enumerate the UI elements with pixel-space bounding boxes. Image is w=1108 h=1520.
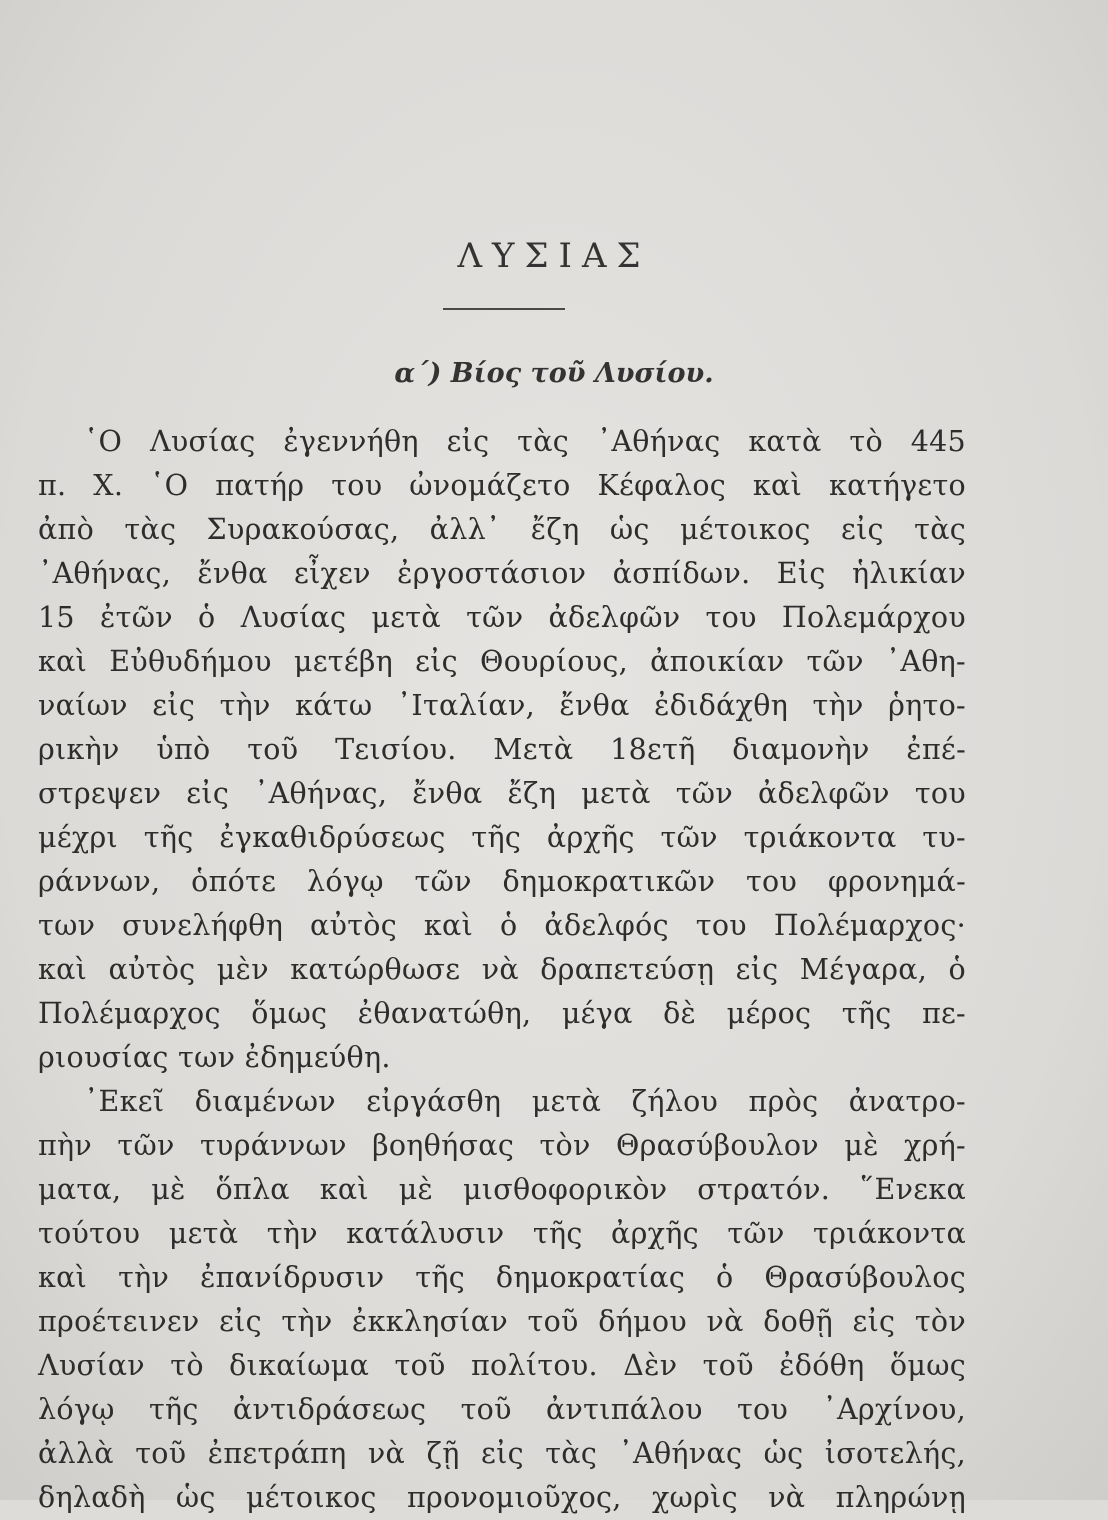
text-line: ματα, μὲ ὅπλα καὶ μὲ μισθοφορικὸν στρατόν. ῞Ενεκα xyxy=(38,1173,966,1206)
chapter-heading: ΛΥΣΙΑΣ xyxy=(457,236,651,276)
heading-rule xyxy=(443,308,565,310)
text-line: καὶ τὴν ἐπανίδρυσιν τῆς δημοκρατίας ὁ Θρασύβουλος xyxy=(38,1261,966,1294)
text-line: ᾿Αθήνας, ἔνθα εἶχεν ἐργοστάσιον ἀσπίδων. Εἰς ἡλικίαν xyxy=(38,557,966,590)
text-line: ρικὴν ὑπὸ τοῦ Τεισίου. Μετὰ 18ετῆ διαμονὴν ἐπέ- xyxy=(38,733,966,766)
body-text xyxy=(38,420,966,1520)
text-line: ῾Ο Λυσίας ἐγεννήθη εἰς τὰς ᾿Αθήνας κατὰ τὸ 445 xyxy=(84,425,966,458)
text-line: τούτου μετὰ τὴν κατάλυσιν τῆς ἀρχῆς τῶν τριάκοντα xyxy=(38,1217,966,1250)
text-line: στρεψεν εἰς ᾿Αθήνας, ἔνθα ἔζη μετὰ τῶν ἀδελφῶν του xyxy=(38,777,966,810)
text-line: μέχρι τῆς ἐγκαθιδρύσεως τῆς ἀρχῆς τῶν τριάκοντα τυ- xyxy=(38,821,966,854)
section-title: α΄) Βίος τοῦ Λυσίου. xyxy=(394,358,714,389)
text-line: 15 ἐτῶν ὁ Λυσίας μετὰ τῶν ἀδελφῶν του Πολεμάρχου xyxy=(38,601,966,634)
text-line: π. Χ. ῾Ο πατήρ του ὠνομάζετο Κέφαλος καὶ κατήγετο xyxy=(38,469,966,502)
text-line: ᾿Εκεῖ διαμένων εἰργάσθη μετὰ ζήλου πρὸς ἀνατρο- xyxy=(84,1085,966,1118)
text-line: δηλαδὴ ὡς μέτοικος προνομιοῦχος, χωρὶς νὰ πληρώνῃ xyxy=(38,1481,966,1514)
text-line: λόγῳ τῆς ἀντιδράσεως τοῦ ἀντιπάλου του ᾿Αρχίνου, xyxy=(38,1393,966,1426)
text-line: Λυσίαν τὸ δικαίωμα τοῦ πολίτου. Δὲν τοῦ ἐδόθη ὅμως xyxy=(38,1349,966,1382)
text-line: ἀπὸ τὰς Συρακούσας, ἀλλ᾿ ἔζη ὡς μέτοικος εἰς τὰς xyxy=(38,513,966,546)
text-line: καὶ Εὐθυδήμου μετέβη εἰς Θουρίους, ἀποικίαν τῶν ᾿Αθη- xyxy=(38,645,966,678)
text-line: ράννων, ὁπότε λόγῳ τῶν δημοκρατικῶν του φρονημά- xyxy=(38,865,966,898)
text-line: Πολέμαρχος ὅμως ἐθανατώθη, μέγα δὲ μέρος τῆς πε- xyxy=(38,997,966,1030)
text-line: προέτεινεν εἰς τὴν ἐκκλησίαν τοῦ δήμου νὰ δοθῇ εἰς τὸν xyxy=(38,1305,966,1338)
text-line: ἀλλὰ τοῦ ἐπετράπη νὰ ζῇ εἰς τὰς ᾿Αθήνας ὡς ἰσοτελής, xyxy=(38,1437,966,1470)
text-line: πὴν τῶν τυράννων βοηθήσας τὸν Θρασύβουλον μὲ χρή- xyxy=(38,1129,966,1162)
text-line: ναίων εἰς τὴν κάτω ᾿Ιταλίαν, ἔνθα ἐδιδάχθη τὴν ῥητο- xyxy=(38,689,966,722)
text-line: των συνελήφθη αὐτὸς καὶ ὁ ἀδελφός του Πολέμαρχος· xyxy=(38,909,966,942)
text-line: καὶ αὐτὸς μὲν κατώρθωσε νὰ δραπετεύσῃ εἰς Μέγαρα, ὁ xyxy=(38,953,966,986)
text-line: ριουσίας των ἐδημεύθη. xyxy=(38,1041,391,1074)
